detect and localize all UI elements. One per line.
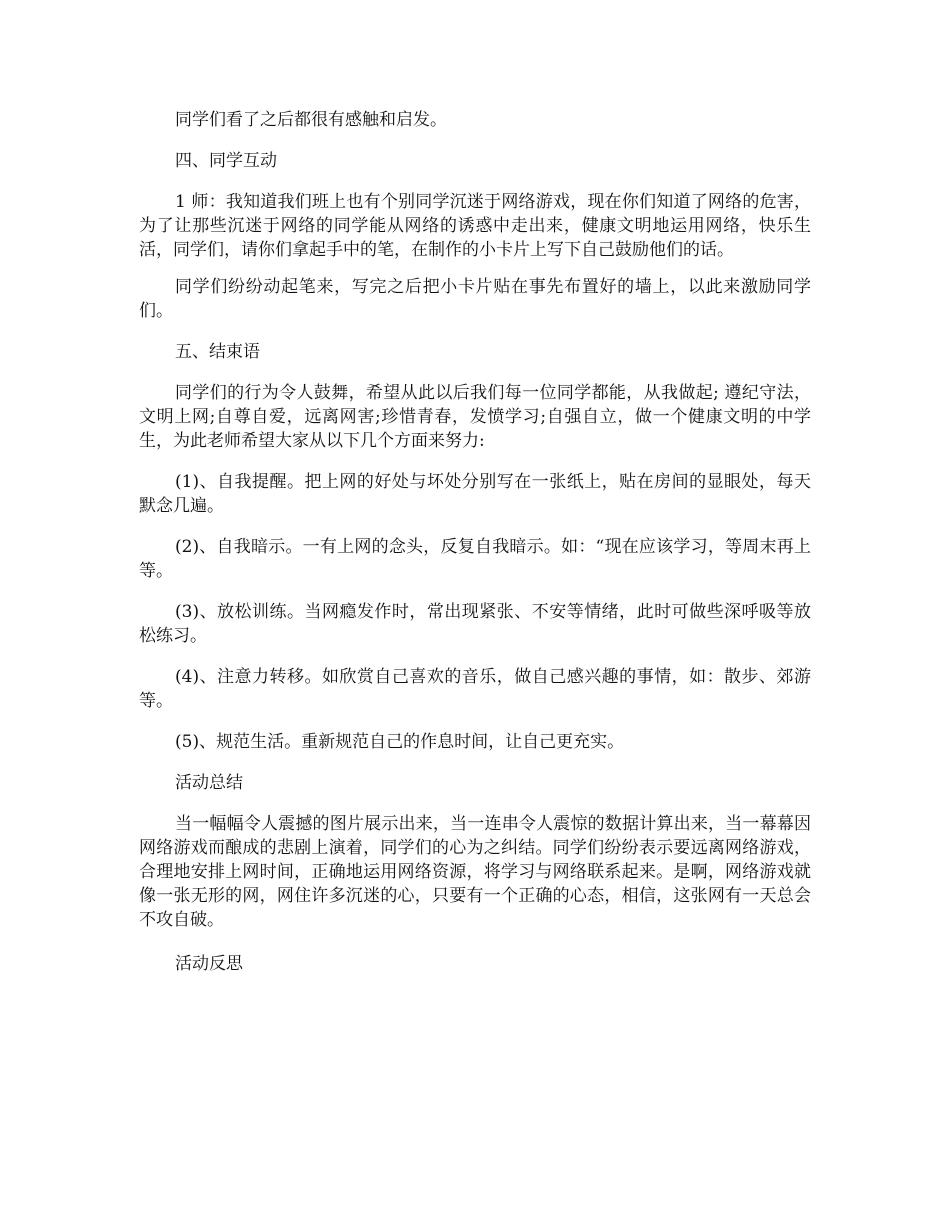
list-item-2: (2)、自我暗示。一有上网的念头，反复自我暗示。如：“现在应该学习，等周末再上等。 [139,537,811,581]
section-heading-reflection: 活动反思 [175,954,243,974]
paragraph-conclusion: 同学们的行为令人鼓舞，希望从此以后我们每一位同学都能，从我做起; 遵纪守法，文明上网;自尊自爱，远离网害;珍惜青春，发愤学习;自强自立，做一个健康文明的中学生，为此老师希望大家从以下几个方面来努力: [139,383,811,451]
paragraph-student-cards: 同学们纷纷动起笔来，写完之后把小卡片贴在事先布置好的墙上，以此来激励同学们。 [139,277,811,321]
paragraph-summary: 当一幅幅令人震撼的图片展示出来，当一连串令人震惊的数据计算出来，当一幕幕因网络游戏而酿成的悲剧上演着，同学们的心为之纠结。同学们纷纷表示要远离网络游戏，合理地安排上网时间，正确地运用网络资源，将学习与网络联系起来。是啊，网络游戏就像一张无形的网，网住许多沉迷的心，只要有一个正确的心态，相信，这张网有一天总会不攻自破。 [139,814,811,930]
list-item-5: (5)、规范生活。重新规范自己的作息时间，让自己更充实。 [175,732,625,752]
list-item-4: (4)、注意力转移。如欣赏自己喜欢的音乐，做自己感兴趣的事情，如：散步、郊游等。 [139,667,811,711]
list-item-3: (3)、放松训练。当网瘾发作时，常出现紧张、不安等情绪，此时可做些深呼吸等放松练习。 [139,602,811,646]
list-item-1: (1)、自我提醒。把上网的好处与坏处分别写在一张纸上，贴在房间的显眼处，每天默念几遍。 [139,472,811,516]
document-body [139,108,811,976]
paragraph-teacher-speech: 1 师：我知道我们班上也有个别同学沉迷于网络游戏，现在你们知道了网络的危害，为了让那些沉迷于网络的同学能从网络的诱惑中走出来，健康文明地运用网络，快乐生活，同学们，请你们拿起手中的笔，在制作的小卡片上写下自己鼓励他们的话。 [139,192,811,260]
section-heading-conclusion: 五、结束语 [175,342,260,362]
paragraph-reflection: 同学们看了之后都很有感触和启发。 [175,110,447,130]
section-heading-summary: 活动总结 [175,773,243,793]
section-heading-interaction: 四、同学互动 [175,151,277,171]
